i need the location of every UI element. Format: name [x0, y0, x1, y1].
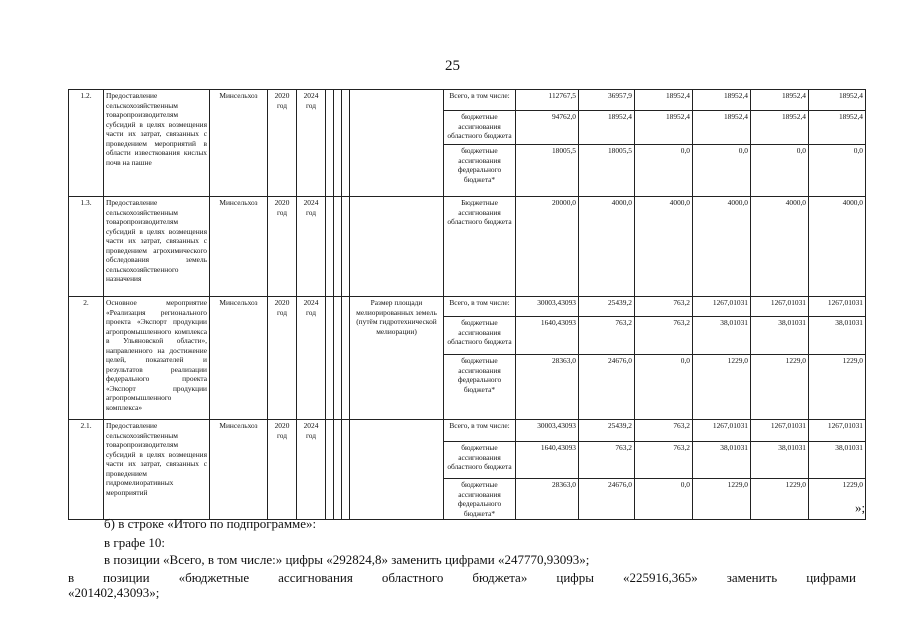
- table-row: [69, 197, 866, 297]
- end-year: 2024 год: [297, 420, 326, 520]
- responsible-executor: Минсельхоз: [210, 197, 268, 297]
- target-indicator: [350, 197, 444, 297]
- funding-source: бюджетные ассигнования областного бюджета: [444, 317, 516, 355]
- start-year: 2020 год: [268, 297, 297, 420]
- budget-table: [68, 89, 866, 520]
- empty-cell: [334, 420, 342, 520]
- funding-value: 1229,0: [751, 479, 809, 520]
- table-row: [69, 297, 866, 317]
- funding-value: 18952,4: [809, 90, 866, 111]
- measure-description: Основное мероприятие «Реализация регионального проекта «Экспорт продукции агропромышленного комплекса в Ульяновской области», направленного на достижение целей, показателей и результатов реализации федерального проекта «Экспорт продукции агропромышленного комплекса»: [104, 297, 210, 420]
- funding-value: 18952,4: [809, 111, 866, 145]
- funding-value: 38,01031: [751, 442, 809, 479]
- funding-value: 38,01031: [809, 317, 866, 355]
- funding-value: 18005,5: [516, 145, 579, 197]
- funding-value: 763,2: [635, 420, 693, 442]
- funding-value: 1267,01031: [809, 297, 866, 317]
- funding-value: 1640,43093: [516, 442, 579, 479]
- funding-value: 1267,01031: [809, 420, 866, 442]
- funding-value: 38,01031: [809, 442, 866, 479]
- funding-source: бюджетные ассигнования областного бюджета: [444, 111, 516, 145]
- empty-cell: [326, 297, 334, 420]
- start-year: 2020 год: [268, 197, 297, 297]
- empty-cell: [334, 297, 342, 420]
- empty-cell: [326, 90, 334, 197]
- funding-value: 30003,43093: [516, 420, 579, 442]
- start-year: 2020 год: [268, 420, 297, 520]
- empty-cell: [342, 297, 350, 420]
- funding-source: бюджетные ассигнования областного бюджета: [444, 442, 516, 479]
- start-year: 2020 год: [268, 90, 297, 197]
- funding-value: 18952,4: [751, 111, 809, 145]
- funding-value: 0,0: [635, 145, 693, 197]
- funding-value: 1267,01031: [693, 297, 751, 317]
- end-year: 2024 год: [297, 90, 326, 197]
- funding-value: 1267,01031: [751, 297, 809, 317]
- page-number: 25: [445, 58, 460, 74]
- funding-value: 1229,0: [809, 355, 866, 420]
- instruction-line-b: б) в строке «Итого по подпрограмме»:: [104, 516, 317, 531]
- funding-value: 20000,0: [516, 197, 579, 297]
- empty-cell: [326, 420, 334, 520]
- funding-value: 24676,0: [579, 355, 635, 420]
- closing-quote: »;: [855, 500, 866, 515]
- funding-value: 763,2: [635, 297, 693, 317]
- funding-value: 38,01031: [693, 317, 751, 355]
- funding-value: 763,2: [579, 317, 635, 355]
- funding-value: 1229,0: [693, 355, 751, 420]
- measure-description: Предоставление сельскохозяйственным товаропроизводителям субсидий в целях возмещения части их затрат, связанных с проведением мероприятий в области известкования кислых почв на пашне: [104, 90, 210, 197]
- funding-value: 0,0: [635, 479, 693, 520]
- funding-source: Всего, в том числе:: [444, 90, 516, 111]
- row-number: 2.1.: [69, 420, 104, 520]
- funding-value: 18005,5: [579, 145, 635, 197]
- funding-value: 763,2: [635, 442, 693, 479]
- funding-source: бюджетные ассигнования федерального бюджета*: [444, 145, 516, 197]
- table-row: [69, 90, 866, 111]
- row-number: 1.2.: [69, 90, 104, 197]
- responsible-executor: Минсельхоз: [210, 420, 268, 520]
- funding-value: 30003,43093: [516, 297, 579, 317]
- responsible-executor: Минсельхоз: [210, 90, 268, 197]
- funding-value: 24676,0: [579, 479, 635, 520]
- instruction-column-10: в графе 10:: [104, 535, 166, 550]
- empty-cell: [342, 90, 350, 197]
- funding-value: 4000,0: [751, 197, 809, 297]
- funding-value: 18952,4: [635, 111, 693, 145]
- funding-value: 25439,2: [579, 297, 635, 317]
- funding-source: бюджетные ассигнования федерального бюджета*: [444, 355, 516, 420]
- funding-value: 1267,01031: [693, 420, 751, 442]
- funding-value: 0,0: [809, 145, 866, 197]
- funding-value: 94762,0: [516, 111, 579, 145]
- funding-value: 763,2: [635, 317, 693, 355]
- funding-value: 4000,0: [809, 197, 866, 297]
- funding-source: бюджетные ассигнования федерального бюджета*: [444, 479, 516, 520]
- funding-value: 38,01031: [693, 442, 751, 479]
- end-year: 2024 год: [297, 197, 326, 297]
- funding-value: 18952,4: [579, 111, 635, 145]
- empty-cell: [342, 420, 350, 520]
- funding-value: 18952,4: [751, 90, 809, 111]
- funding-value: 0,0: [751, 145, 809, 197]
- funding-value: 18952,4: [693, 111, 751, 145]
- end-year: 2024 год: [297, 297, 326, 420]
- funding-value: 4000,0: [579, 197, 635, 297]
- funding-value: 28363,0: [516, 355, 579, 420]
- funding-value: 25439,2: [579, 420, 635, 442]
- funding-source: Всего, в том числе:: [444, 297, 516, 317]
- empty-cell: [334, 197, 342, 297]
- funding-value: 36957,9: [579, 90, 635, 111]
- funding-value: 38,01031: [751, 317, 809, 355]
- measure-description: Предоставление сельскохозяйственным товаропроизводителям субсидий в целях возмещения части их затрат, связанных с проведением агрохимического обследования земель сельскохозяйственного назначения: [104, 197, 210, 297]
- funding-value: 1267,01031: [751, 420, 809, 442]
- instruction-total-position: в позиции «Всего, в том числе:» цифры «292824,8» заменить цифрами «247770,93093»;: [104, 552, 590, 567]
- table-row: [69, 420, 866, 442]
- funding-value: 1229,0: [693, 479, 751, 520]
- funding-value: 1229,0: [809, 479, 866, 520]
- funding-source: Всего, в том числе:: [444, 420, 516, 442]
- funding-value: 1640,43093: [516, 317, 579, 355]
- measure-description: Предоставление сельскохозяйственным товаропроизводителям субсидий в целях возмещения части их затрат, связанных с проведением гидромелиоративных мероприятий: [104, 420, 210, 520]
- funding-value: 4000,0: [693, 197, 751, 297]
- empty-cell: [334, 90, 342, 197]
- target-indicator: [350, 90, 444, 197]
- target-indicator: Размер площади мелиорированных земель (путём гидротехнической мелиорации): [350, 297, 444, 420]
- funding-value: 18952,4: [693, 90, 751, 111]
- funding-value: 1229,0: [751, 355, 809, 420]
- funding-value: 4000,0: [635, 197, 693, 297]
- funding-value: 112767,5: [516, 90, 579, 111]
- instruction-budget-new-value: «201402,43093»;: [68, 585, 160, 600]
- target-indicator: [350, 420, 444, 520]
- funding-value: 28363,0: [516, 479, 579, 520]
- responsible-executor: Минсельхоз: [210, 297, 268, 420]
- funding-value: 0,0: [693, 145, 751, 197]
- instruction-budget-position: в позиции «бюджетные ассигнования областного бюджета» цифры «225916,365» заменить цифрами: [68, 570, 856, 585]
- funding-value: 763,2: [579, 442, 635, 479]
- funding-value: 18952,4: [635, 90, 693, 111]
- empty-cell: [326, 197, 334, 297]
- funding-source: Бюджетные ассигнования областного бюджета: [444, 197, 516, 297]
- row-number: 2.: [69, 297, 104, 420]
- empty-cell: [342, 197, 350, 297]
- funding-value: 0,0: [635, 355, 693, 420]
- row-number: 1.3.: [69, 197, 104, 297]
